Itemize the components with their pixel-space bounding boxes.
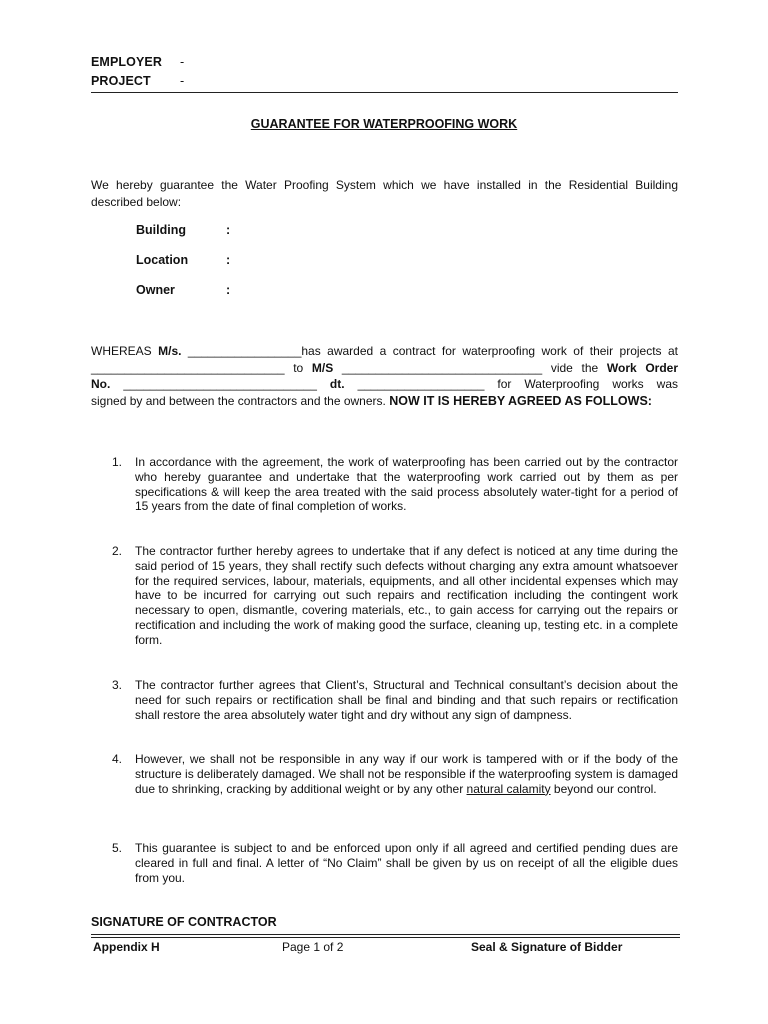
clause-text: In accordance with the agreement, the work of waterproofing has been carried out by the contractor who hereby guarantee and undertake that the waterproofing work carried out by them as per specifications & will keep the area treated with the said process absolutely water-tight for a period of 15 years from the date of final completion of works. (135, 455, 678, 514)
field-location-label: Location (136, 253, 189, 267)
clause-text: The contractor further agrees that Client’s, Structural and Technical consultant’s decision about the need for such repairs or rectification shall be final and binding and that such repairs or rectification shall restore the area absolutely water tight and dry without any sign of dampness. (135, 678, 678, 722)
footer-rule-bottom (91, 937, 680, 938)
clause-1 (112, 455, 678, 514)
field-building-colon: : (226, 223, 231, 237)
clause-text: However, we shall not be responsible in any way if our work is tampered with or if the body of the structure is deliberately damaged. We shall not be responsible if the waterproofing system is damaged due to shrinking, cracking by additional weight or by any other natural calamity beyond our control. (135, 752, 678, 796)
clause-4 (112, 752, 678, 796)
field-location (136, 253, 231, 267)
whereas-line-4: signed by and between the contractors and the owners. NOW IT IS HEREBY AGREED AS FOLLOWS: (91, 393, 652, 408)
signature-of-contractor: SIGNATURE OF CONTRACTOR (91, 915, 277, 929)
employer-label: EMPLOYER (91, 55, 162, 69)
clause-number: 3. (112, 678, 123, 692)
clause-text: This guarantee is subject to and be enforced upon only if all agreed and certified pending dues are cleared in full and final. A letter of “No Claim” shall be given by us on receipt of all the eligible dues from you. (135, 841, 678, 885)
header-rule (91, 92, 678, 93)
footer-rule-top (91, 934, 680, 935)
whereas-line-2: _____________________________ to M/S ______________________________ vide the Work Order (91, 360, 679, 375)
field-building (136, 223, 231, 237)
clause-number: 5. (112, 841, 123, 855)
footer-appendix: Appendix H (93, 940, 160, 954)
footer-page-number: Page 1 of 2 (282, 940, 344, 954)
clause-3 (112, 678, 678, 722)
document-title: GUARANTEE FOR WATERPROOFING WORK (250, 117, 518, 131)
whereas-line-3: No. _____________________________ dt. ___________________ for Waterproofing works was (91, 377, 679, 391)
footer-seal-signature: Seal & Signature of Bidder (471, 940, 623, 954)
field-owner-colon: : (226, 283, 231, 297)
clause-2 (112, 544, 678, 648)
natural-calamity-text: natural calamity (466, 781, 551, 796)
clause-number: 4. (112, 752, 123, 766)
employer-separator: - (180, 55, 185, 69)
project-label: PROJECT (91, 74, 151, 88)
field-owner (136, 283, 231, 297)
whereas-paragraph (91, 343, 678, 409)
field-location-colon: : (226, 253, 231, 267)
clause-number: 2. (112, 544, 123, 558)
project-row (91, 74, 185, 88)
employer-row (91, 55, 185, 69)
field-building-label: Building (136, 223, 186, 237)
project-separator: - (180, 74, 185, 88)
intro-paragraph: We hereby guarantee the Water Proofing System which we have installed in the Residential Building described below: (91, 178, 678, 209)
clause-number: 1. (112, 455, 123, 469)
clause-5 (112, 841, 678, 885)
whereas-line-1: WHEREAS M/s. _________________has awarded a contract for waterproofing work of their projects at (91, 344, 678, 358)
clause-text: The contractor further hereby agrees to undertake that if any defect is noticed at any time during the said period of 15 years, they shall rectify such defects without charging any extra amount whatsoever for the required services, labour, materials, equipments, and all other incidental expenses which may have to be incurred for carrying out such repairs and rectification including the contingent work necessary to open, dismantle, covering materials, etc., to gain access for carrying out the repairs or rectification and including the work of making good the surface, cleaning up, testing etc. in a complete form. (135, 544, 678, 647)
field-owner-label: Owner (136, 283, 175, 297)
